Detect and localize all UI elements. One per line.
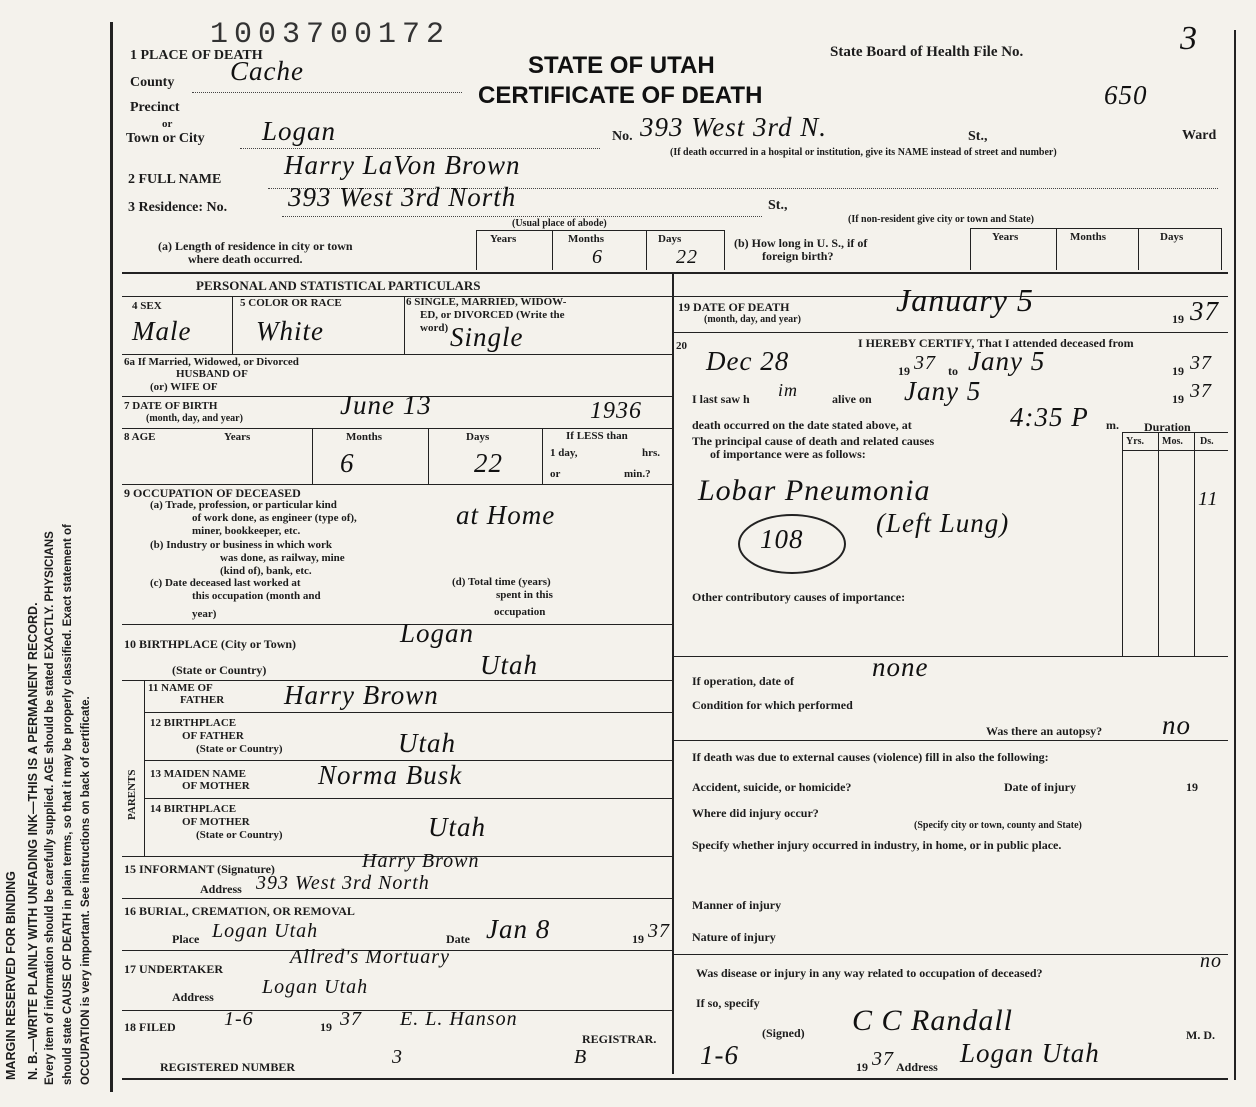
filed-year-prefix: 19 [320,1020,332,1034]
physician-signature: C C Randall [852,1004,1014,1037]
where-note: (Specify city or town, county and State) [914,820,1082,831]
duration-mos-label: Mos. [1162,436,1183,447]
burial-place-label: Place [172,932,200,946]
registered-number-label: REGISTERED NUMBER [160,1060,296,1074]
related-value: no [1200,950,1222,972]
marital-value: Single [450,322,524,352]
left-border [110,22,113,1092]
occupation-b2: was done, as railway, mine [220,552,345,564]
spouse-label-3: (or) WIFE OF [150,381,218,393]
hospital-note: (If death occurred in a hospital or institution, give its NAME instead of street and number) [670,147,1057,158]
fbirth-label-2: OF FATHER [182,730,244,742]
residence-value: 393 West 3rd North [288,182,517,212]
cause-label-1: The principal cause of death and related causes [692,434,935,448]
mother-label-2: OF MOTHER [182,780,250,792]
attended-to-year: 37 [1190,352,1212,374]
attended-from: Dec 28 [706,346,790,376]
age-days-label: Days [466,431,490,443]
margin-instructions-3: OCCUPATION is very important. See instructions on back of certificate. [80,696,92,1085]
marital-label-3: word) [420,322,449,334]
us-days-label: Days [1160,231,1184,243]
state-value: Utah [480,650,538,680]
us-years-label: Years [992,231,1019,243]
age-less-label: If LESS than [566,430,628,442]
certificate-title: CERTIFICATE OF DEATH [478,82,763,109]
mbirth-value: Utah [428,812,486,842]
certify-number: 20 [676,340,687,352]
time-of-death: 4:35 P [1010,402,1089,432]
dob-year: 1936 [590,398,642,424]
margin-reserved: MARGIN RESERVED FOR BINDING [4,871,18,1080]
injury-date-label: Date of injury [1004,780,1076,794]
last-saw-label: I last saw h [692,392,750,406]
mbirth-label-2: OF MOTHER [182,816,250,828]
occupation-b3: (kind of), bank, etc. [220,565,312,577]
dod-label-2: (month, day, and year) [704,314,801,325]
cause-label-2: of importance were as follows: [710,447,866,461]
burial-date: Jan 8 [486,914,551,944]
burial-date-label: Date [446,932,470,946]
occupation-c1: (c) Date deceased last worked at [150,577,301,589]
us-months-label: Months [1070,231,1107,243]
filed-date: 1-6 [224,1008,254,1030]
age-years-label: Years [224,431,251,443]
occupation-c3: year) [192,608,217,620]
alive-on-label: alive on [832,392,872,406]
undertaker-label: 17 UNDERTAKER [124,962,224,976]
duration-ds-label: Ds. [1200,436,1214,447]
informant-address-label: Address [200,882,242,896]
us-label-1: (b) How long in U. S., if of [734,236,868,250]
ward-label: Ward [1182,128,1217,143]
mbirth-label-3: (State or Country) [196,829,283,841]
marital-label-2: ED, or DIVORCED (Write the [420,309,565,321]
filed-label: 18 FILED [124,1020,176,1034]
registered-number: 3 [392,1046,403,1068]
dod-value: January 5 [896,282,1034,318]
occupation-a1: (a) Trade, profession, or particular kind [150,499,337,511]
marital-label-1: 6 SINGLE, MARRIED, WIDOW- [406,296,567,308]
margin-instructions-1: Every item of information should be carefully supplied. AGE should be stated EXACTLY. PHYSICIANS [44,531,56,1085]
attended-to: Jany 5 [968,346,1046,376]
signed-year-prefix: 19 [856,1060,868,1074]
burial-label: 16 BURIAL, CREMATION, OR REMOVAL [124,904,355,918]
father-label-1: 11 NAME OF [148,682,213,694]
undertaker-name: Allred's Mortuary [290,946,450,968]
attended-to-label: to [948,364,958,378]
informant-address: 393 West 3rd North [256,872,430,894]
occurred-label: death occurred on the date stated above, at [692,418,912,432]
board-file-label: State Board of Health File No. [830,44,1024,60]
occupation-value: at Home [456,500,556,530]
related-label: Was disease or injury in any way related to occupation of deceased? [696,966,1043,980]
street-no-label: No. [612,129,633,144]
or-label: or [162,118,173,130]
mother-label-1: 13 MAIDEN NAME [150,768,246,780]
specify-label: Specify whether injury occurred in industry, in home, or in public place. [692,838,1062,852]
attended-from-year: 37 [914,352,936,374]
cause-code: 108 [760,524,804,554]
signed-date: 1-6 [700,1040,739,1070]
occupation-d3: occupation [494,606,546,618]
parents-side-label: PARENTS [126,769,138,820]
last-saw-pronoun: im [778,380,798,400]
other-causes-label: Other contributory causes of importance: [692,590,906,604]
state-title: STATE OF UTAH [528,52,715,79]
registrar-label: REGISTRAR. [582,1032,657,1046]
town-value: Logan [262,116,337,146]
birthplace-label: 10 BIRTHPLACE (City or Town) [124,637,297,651]
nonresident-note: (If non-resident give city or town and State) [848,214,1035,225]
age-months-label: Months [346,431,383,443]
dob-label-1: 7 DATE OF BIRTH [124,400,218,412]
file-stamp: 1003700172 [210,18,451,52]
age-min-label: min.? [624,468,651,480]
months-label: Months [568,233,605,245]
certify-text: I HEREBY CERTIFY, That I attended deceased from [858,336,1134,350]
personal-header: PERSONAL AND STATISTICAL PARTICULARS [196,278,481,293]
occupation-a2: of work done, as engineer (type of), [192,512,357,524]
file-number: 3 [1180,20,1198,57]
alive-year-prefix: 19 [1172,392,1184,406]
burial-year: 37 [648,920,670,942]
dod-year-prefix: 19 [1172,312,1184,326]
county-label: County [130,75,175,90]
place-section-label: 1 PLACE OF DEATH [130,48,263,63]
where-label: Where did injury occur? [692,806,819,820]
operation-value: none [872,652,929,682]
residence-st-label: St., [768,198,788,213]
section-divider [122,272,1228,274]
street-st-label: St., [968,129,988,144]
right-border [1234,30,1236,1080]
age-or-label: or [550,468,561,480]
street-value: 393 West 3rd N. [640,112,828,142]
time-m-label: m. [1106,418,1119,432]
full-name-label: 2 FULL NAME [128,172,222,187]
md-label: M. D. [1186,1028,1215,1042]
dob-value: June 13 [340,390,432,420]
file-number-handwritten: 650 [1104,80,1148,110]
years-label: Years [490,233,517,245]
age-days-value: 22 [474,448,503,478]
age-day-label: 1 day, [550,447,578,459]
age-hrs-label: hrs. [642,447,661,459]
autopsy-value: no [1162,710,1191,740]
burial-year-prefix: 19 [632,932,644,946]
state-label: (State or Country) [172,663,267,677]
cause-value: Lobar Pneumonia [698,474,931,507]
us-label-2: foreign birth? [762,249,834,263]
fbirth-value: Utah [398,728,456,758]
full-name-value: Harry LaVon Brown [284,150,521,180]
informant-signature: Harry Brown [362,850,480,872]
sex-value: Male [132,316,192,346]
precinct-label: Precinct [130,100,180,115]
occupation-a3: miner, bookkeeper, etc. [192,525,301,537]
undertaker-address: Logan Utah [262,976,369,998]
duration-yrs-label: Yrs. [1126,436,1145,447]
margin-instructions-2: should state CAUSE OF DEATH in plain terms, so that it may be properly classified. Exact statement of [62,524,74,1085]
days-label: Days [658,233,682,245]
length-residence-label-2: where death occurred. [188,252,303,266]
dod-year: 37 [1190,296,1219,326]
age-months-value: 6 [340,448,355,478]
occupation-label: 9 OCCUPATION OF DECEASED [124,486,301,500]
registrar-signature: E. L. Hanson [400,1008,518,1030]
burial-place: Logan Utah [212,920,319,942]
alive-on: Jany 5 [904,376,982,406]
duration-label: Duration [1144,420,1191,434]
manner-label: Manner of injury [692,898,782,912]
color-label: 5 COLOR OR RACE [240,297,342,309]
age-label: 8 AGE [124,431,156,443]
ifso-label: If so, specify [696,996,760,1010]
cause-detail: (Left Lung) [876,508,1010,538]
dob-label-2: (month, day, and year) [146,413,243,424]
undertaker-address-label: Address [172,990,214,1004]
occupation-d1: (d) Total time (years) [452,576,551,588]
sex-label: 4 SEX [132,300,162,312]
spouse-label-1: 6a If Married, Widowed, or Divorced [124,356,299,368]
mbirth-label-1: 14 BIRTHPLACE [150,803,237,815]
signed-year: 37 [872,1048,894,1070]
registered-letter: B [574,1046,588,1068]
usual-abode-note: (Usual place of abode) [512,218,607,229]
occupation-d2: spent in this [496,589,553,601]
color-value: White [256,316,324,346]
town-label: Town or City [126,131,205,146]
physician-address: Logan Utah [960,1038,1100,1068]
occupation-b1: (b) Industry or business in which work [150,539,332,551]
residence-label: 3 Residence: No. [128,200,228,215]
informant-label: 15 INFORMANT (Signature) [124,862,275,876]
filed-year: 37 [340,1008,362,1030]
bottom-border [122,1078,1228,1080]
to-year-prefix: 19 [1172,364,1184,378]
father-value: Harry Brown [284,680,439,710]
external-label: If death was due to external causes (violence) fill in also the following: [692,750,1049,764]
margin-warning: N. B.—WRITE PLAINLY WITH UNFADING INK—THIS IS A PERMANENT RECORD. [26,602,40,1080]
autopsy-label: Was there an autopsy? [986,724,1103,738]
cause-duration-days: 11 [1198,488,1219,510]
physician-address-label: Address [896,1060,938,1074]
mother-value: Norma Busk [318,760,463,790]
condition-label: Condition for which performed [692,698,853,712]
operation-label: If operation, date of [692,674,794,688]
fbirth-label-1: 12 BIRTHPLACE [150,717,237,729]
residence-days-value: 22 [676,246,698,268]
fbirth-label-3: (State or Country) [196,743,283,755]
dod-label-1: 19 DATE OF DEATH [678,300,790,314]
birthplace-value: Logan [400,618,475,648]
spouse-label-2: HUSBAND OF [176,368,248,380]
from-year-prefix: 19 [898,364,910,378]
signed-label: (Signed) [762,1026,805,1040]
injury-year-prefix: 19 [1186,780,1198,794]
alive-year: 37 [1190,380,1212,402]
county-value: Cache [230,56,304,86]
father-label-2: FATHER [180,694,225,706]
occupation-c2: this occupation (month and [192,590,321,602]
residence-months-value: 6 [592,246,603,268]
nature-label: Nature of injury [692,930,776,944]
accident-label: Accident, suicide, or homicide? [692,780,852,794]
length-residence-label-1: (a) Length of residence in city or town [158,239,353,253]
